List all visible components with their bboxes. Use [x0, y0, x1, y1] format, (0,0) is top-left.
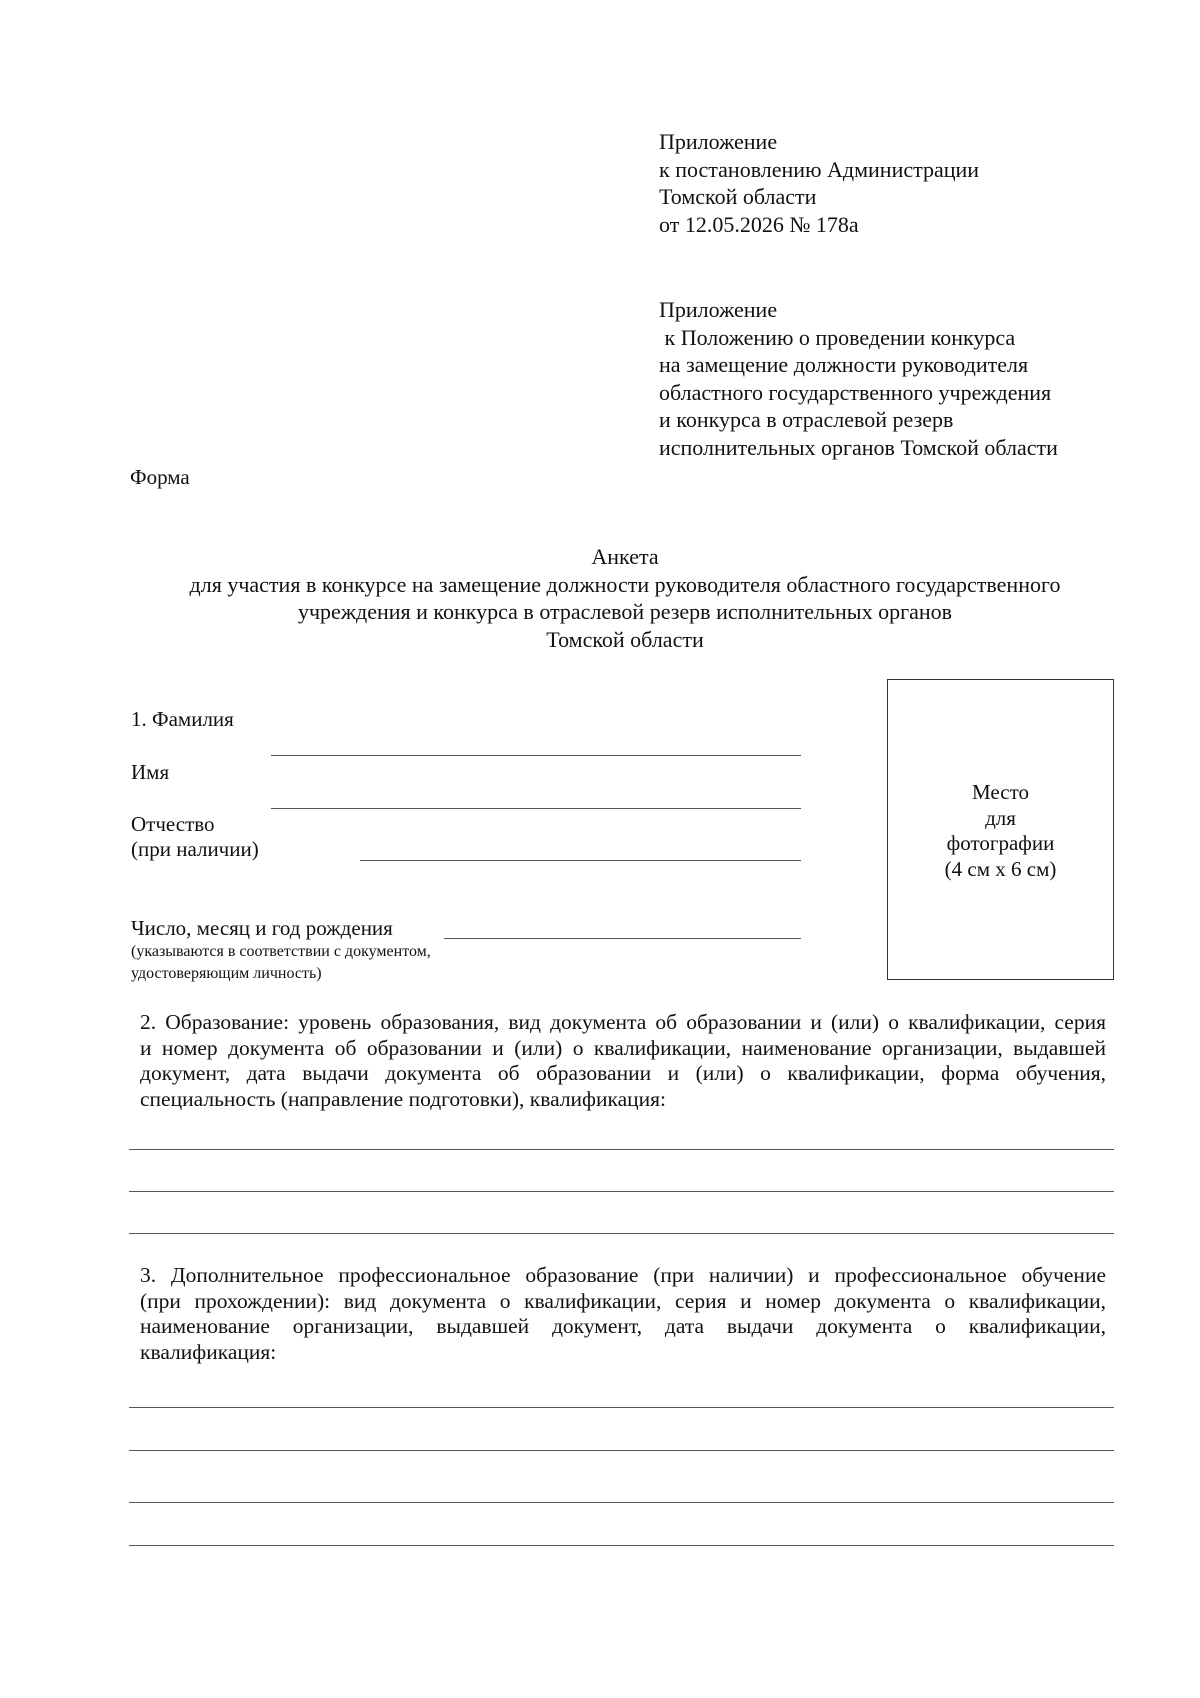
name-label: Имя — [131, 760, 170, 784]
appendix-header-2 — [659, 296, 1058, 461]
appendix-line: на замещение должности руководителя — [659, 352, 1029, 377]
appendix-line: исполнительных органов Томской области — [659, 434, 1058, 460]
section-3-line: (при прохождении): вид документа о квалификации, серия и номер документа о квалификации, — [140, 1288, 1106, 1313]
photo-caption — [888, 780, 1113, 882]
patronymic-field[interactable] — [360, 860, 801, 861]
patronymic-note: (при наличии) — [131, 837, 259, 861]
photo-line: Место — [972, 780, 1029, 804]
appendix-line: и конкурса в отраслевой резерв — [659, 407, 954, 432]
section-3-line: наименование организации, выдавшей документ, дата выдачи документа о квалификации, — [140, 1314, 1106, 1338]
title-line: для участия в конкурсе на замещение должности руководителя областного государственного — [189, 571, 1061, 597]
appendix-line: от 12.05.2026 № 178а — [659, 211, 859, 237]
form-label: Форма — [130, 465, 190, 489]
section-3-line: 3. Дополнительное профессиональное образование (при наличии) и профессиональное обучение — [140, 1263, 1106, 1287]
section-2-answer-line[interactable] — [129, 1149, 1114, 1150]
section-3-answer-line[interactable] — [129, 1545, 1114, 1546]
appendix-line: областного государственного учреждения — [659, 379, 1052, 405]
appendix-line: Томской области — [659, 184, 817, 209]
section-3-answer-line[interactable] — [129, 1450, 1114, 1451]
section-3-answer-line[interactable] — [129, 1502, 1114, 1503]
title-line: учреждения и конкурса в отраслевой резерв исполнительных органов — [297, 599, 953, 624]
appendix-line: Приложение — [659, 297, 778, 322]
photo-placeholder — [887, 679, 1114, 980]
appendix-line: Приложение — [659, 129, 778, 154]
birth-date-note — [131, 941, 431, 985]
photo-line: фотографии — [946, 831, 1055, 855]
surname-field[interactable] — [271, 755, 801, 756]
section-2-line: специальность (направление подготовки), квалификация: — [140, 1086, 667, 1111]
appendix-line: к Положению о проведении конкурса — [659, 324, 1016, 350]
birth-date-field[interactable] — [444, 938, 801, 939]
patronymic-label: Отчество — [131, 812, 215, 836]
surname-label: 1. Фамилия — [131, 707, 234, 731]
appendix-line: к постановлению Администрации — [659, 156, 980, 182]
name-field[interactable] — [271, 808, 801, 809]
document-title — [100, 543, 1150, 653]
birth-note-line: (указываются в соответствии с документом, — [131, 943, 431, 960]
photo-line: (4 см х 6 см) — [944, 856, 1057, 881]
section-2-line: и номер документа об образовании и (или) о квалификации, наименование организации, выдавшей — [140, 1035, 1106, 1060]
photo-line: для — [985, 805, 1016, 830]
section-2-line: документ, дата выдачи документа об образовании и (или) о квалификации, форма обучения, — [140, 1061, 1106, 1085]
birth-date-label: Число, месяц и год рождения — [131, 916, 393, 940]
section-2-line: 2. Образование: уровень образования, вид документа об образовании и (или) о квалификации, серия — [140, 1010, 1106, 1034]
section-3-answer-line[interactable] — [129, 1407, 1114, 1408]
section-3-additional-education — [140, 1263, 1106, 1365]
section-2-education — [140, 1010, 1106, 1112]
section-2-answer-line[interactable] — [129, 1191, 1114, 1192]
title-line: Анкета — [591, 544, 659, 569]
title-line: Томской области — [546, 626, 704, 652]
birth-note-line: удостоверяющим личность) — [131, 965, 322, 982]
section-3-line: квалификация: — [140, 1339, 277, 1364]
section-2-answer-line[interactable] — [129, 1233, 1114, 1234]
appendix-header-1 — [659, 128, 979, 238]
